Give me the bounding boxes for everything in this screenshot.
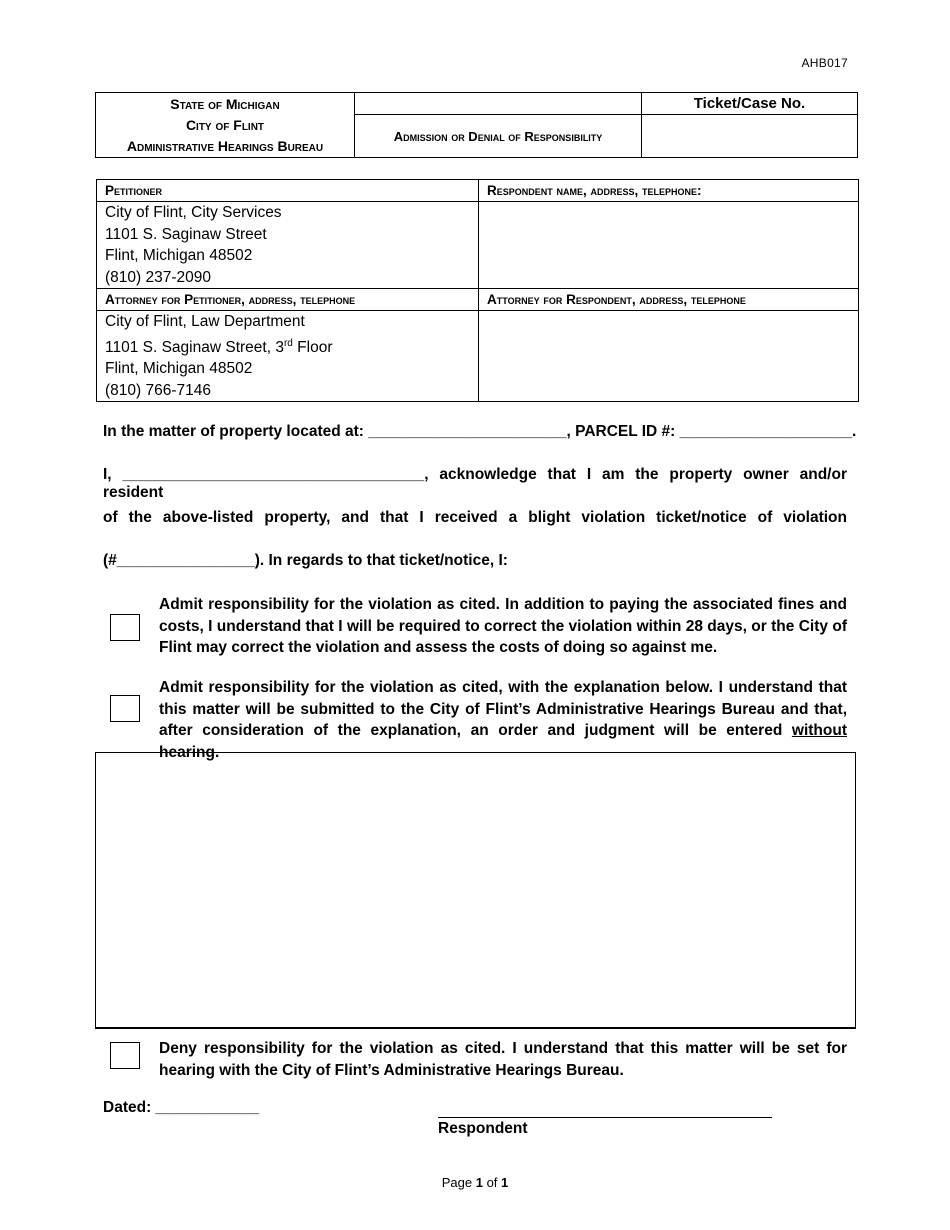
- petitioner-line: Flint, Michigan 48502: [105, 247, 253, 264]
- attorney-petitioner-line: City of Flint, Law Department: [105, 313, 305, 330]
- ticket-number-field[interactable]: [642, 115, 858, 158]
- ticket-label: Ticket/Case No.: [642, 93, 858, 115]
- deny-option-text: Deny responsibility for the violation as cited. I understand that this matter will be set for hearing with the City of Flint’s Administrative Hearings Bureau.: [159, 1040, 847, 1079]
- court-line-bureau: Administrative Hearings Bureau: [126, 137, 324, 154]
- attorney-petitioner-line: [105, 333, 470, 359]
- document-title: Admission or Denial of Responsibility: [355, 115, 642, 158]
- header-table: [95, 92, 858, 158]
- court-line-city: City of Flint: [185, 116, 265, 133]
- petitioner-line: 1101 S. Saginaw Street: [105, 225, 267, 243]
- dated-field[interactable]: ____________: [155, 1099, 259, 1116]
- parties-table: [96, 179, 859, 402]
- page-footer: [0, 1175, 950, 1190]
- dated-label: Dated:: [103, 1099, 152, 1116]
- admit-option-text: Admit responsibility for the violation as cited. In addition to paying the associated fines and costs, I understand that I will be required to correct the violation within 28 days, or the City of Flint may correct the violation and assess the costs of doing so against me.: [159, 596, 847, 656]
- ordinal-suffix: rd: [283, 337, 293, 349]
- address-text: 1101 S. Saginaw Street, 3: [105, 338, 284, 356]
- petitioner-info: [97, 202, 479, 289]
- respondent-signature-label: Respondent: [438, 1120, 528, 1137]
- admit-checkbox[interactable]: [110, 614, 140, 641]
- respondent-info-field[interactable]: [479, 202, 859, 289]
- explanation-box[interactable]: [95, 752, 856, 1029]
- petitioner-label: Petitioner: [97, 180, 479, 202]
- attorney-petitioner-info: [97, 311, 479, 402]
- floor-text: Floor: [292, 338, 333, 356]
- court-name: [96, 93, 355, 158]
- attorney-petitioner-label: Attorney for Petitioner, address, telephone: [97, 289, 479, 311]
- page-word: Page: [441, 1175, 473, 1190]
- attorney-petitioner-line: (810) 766-7146: [105, 381, 211, 399]
- dated-line: [103, 1099, 259, 1117]
- attorney-respondent-field[interactable]: [479, 311, 859, 402]
- admit-with-explanation-text: [159, 677, 847, 763]
- petitioner-line: City of Flint, City Services: [105, 204, 282, 221]
- deny-checkbox[interactable]: [110, 1042, 140, 1069]
- of-word: of: [486, 1175, 498, 1190]
- explanation-text-start: Admit responsibility for the violation as cited, with the explanation below. I understand that this matter will be submitted to the City of Flint’s Administrative Hearings Bureau and that, after consideration of the explanation, an order and judgment will be entered: [159, 679, 847, 739]
- property-line: In the matter of property located at: _______________________, PARCEL ID #: ____________________.: [103, 423, 857, 440]
- form-code: AHB017: [801, 56, 848, 70]
- acknowledge-line-1: I, ___________________________________, acknowledge that I am the property owner and/or resident: [103, 466, 847, 501]
- without-underlined: without: [791, 722, 847, 739]
- attorney-petitioner-line: Flint, Michigan 48502: [105, 360, 253, 378]
- page-total: 1: [501, 1175, 509, 1190]
- acknowledge-line-3: (#________________). In regards to that ticket/notice, I:: [103, 552, 508, 569]
- acknowledge-line-2: of the above-listed property, and that I received a blight violation ticket/notice of violation: [103, 509, 847, 526]
- signature-line[interactable]: [438, 1117, 772, 1118]
- admit-with-explanation-checkbox[interactable]: [110, 695, 140, 722]
- court-line-state: State of Michigan: [170, 95, 280, 112]
- explanation-text-end: hearing.: [159, 743, 220, 761]
- blank-header-cell: [355, 93, 642, 115]
- attorney-respondent-label: Attorney for Respondent, address, telephone: [479, 289, 859, 311]
- page-number: 1: [475, 1175, 483, 1190]
- respondent-label: Respondent name, address, telephone:: [479, 180, 859, 202]
- petitioner-line: (810) 237-2090: [105, 268, 211, 286]
